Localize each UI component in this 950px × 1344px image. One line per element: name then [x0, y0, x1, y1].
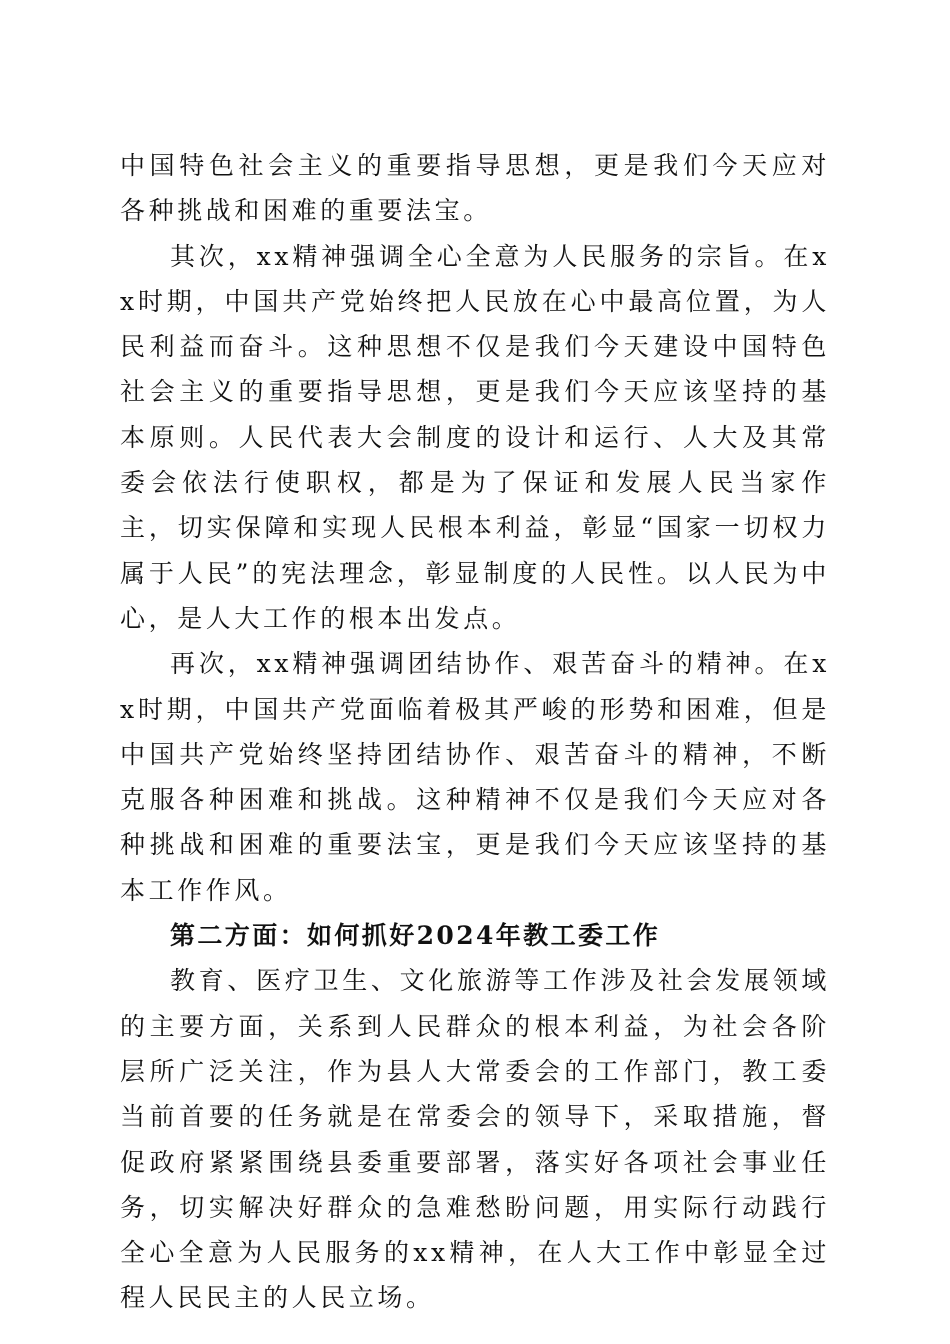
paragraph-section-body: 教育、医疗卫生、文化旅游等工作涉及社会发展领域的主要方面，关系到人民群众的根本利益，为社会各阶层所广泛关注，作为县人大常委会的工作部门，教工委当前首要的任务就是在常委会的领导下，采取措施，督促政府紧紧围绕县委重要部署，落实好各项社会事业任务，切实解决好群众的急难愁盼问题，用实际行动践行全心全意为人民服务的xx精神，在人大工作中彰显全过程人民民主的人民立场。 — [120, 966, 830, 1313]
document-body — [120, 143, 830, 1321]
paragraph-continuation: 中国特色社会主义的重要指导思想，更是我们今天应对各种挑战和困难的重要法宝。 — [120, 151, 830, 226]
section-heading: 第二方面：如何抓好2024年教工委工作 — [170, 921, 661, 951]
paragraph-third-point: 再次，xx精神强调团结协作、艰苦奋斗的精神。在xx时期，中国共产党面临着极其严峻的形势和困难，但是中国共产党始终坚持团结协作、艰苦奋斗的精神，不断克服各种困难和挑战。这种精神不仅是我们今天应对各种挑战和困难的重要法宝，更是我们今天应该坚持的基本工作作风。 — [120, 649, 830, 905]
paragraph-second-point: 其次，xx精神强调全心全意为人民服务的宗旨。在xx时期，中国共产党始终把人民放在心中最高位置，为人民利益而奋斗。这种思想不仅是我们今天建设中国特色社会主义的重要指导思想，更是我们今天应该坚持的基本原则。人民代表大会制度的设计和运行、人大及其常委会依法行使职权，都是为了保证和发展人民当家作主，切实保障和实现人民根本利益，彰显“国家一切权力属于人民”的宪法理念，彰显制度的人民性。以人民为中心，是人大工作的根本出发点。 — [120, 241, 830, 633]
